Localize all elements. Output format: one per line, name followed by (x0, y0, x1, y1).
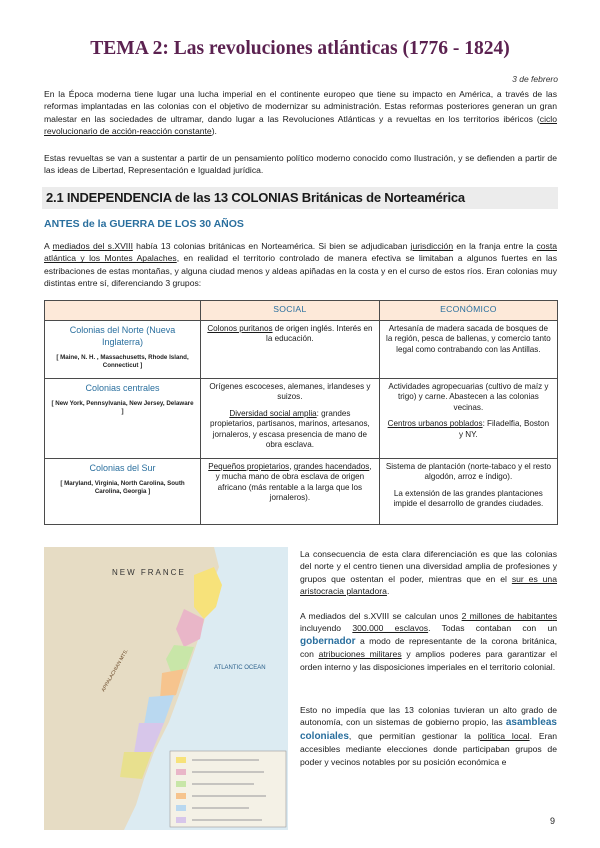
colony-name-cell (45, 379, 201, 459)
colony-name: Colonias centrales (85, 383, 160, 393)
map-label-new-france: NEW FRANCE (112, 568, 186, 577)
map-graphic (44, 547, 288, 830)
right-paragraph-1: La consecuencia de esta clara diferenciación es que las colonias del norte y el centro tienen una diversidad amplia de profesiones y grupos que ostentan el poder, mientras que en el sur es una aristocracia plantadora. (300, 549, 557, 597)
colony-states: [ New York, Pennsylvania, New Jersey, Delaware ] (51, 400, 194, 416)
table-header-economic: ECONÓMICO (379, 301, 557, 321)
economic-cell: Artesanía de madera sacada de bosques de la región, pesca de ballenas, y comercio tanto legal como contrabando con las Antillas. (379, 321, 557, 379)
economic-cell: Actividades agropecuarias (cultivo de maíz y trigo) y carne. Abastecen a las colonias vecinas. Centros urbanos poblados: Filadelfia, Boston y NY. (379, 379, 557, 459)
intro-paragraph-2: Estas revueltas se van a sustentar a partir de un pensamiento político moderno conocido como Ilustración, y se defienden a partir de las ideas de Libertad, Representación e Igualdad jurídica. (44, 153, 557, 176)
colonies-table (44, 300, 558, 525)
right-paragraph-3: Esto no impedía que las 13 colonias tuvieran un alto grado de autonomía, con un sistemas de gobierno propio, las asambleas coloniales, que permitían gestionar la política local. Eran accesibles mediante elecciones donde participaban grupos de poder y vecinos notables por su posición económica e (300, 705, 557, 767)
colony-name-cell (45, 321, 201, 379)
section-title: 2.1 INDEPENDENCIA de las 13 COLONIAS Británicas de Norteamérica (46, 190, 465, 205)
economic-cell: Sistema de plantación (norte-tabaco y el resto algodón, arroz e índigo). La extensión de las grandes plantaciones impide el desarrollo de grandes ciudades. (379, 459, 557, 525)
table-header-row (45, 301, 558, 321)
table-header-empty (45, 301, 201, 321)
right-paragraph-2: A mediados del s.XVIII se calculan unos 2 millones de habitantes incluyendo 300.000 esclavos. Todas contaban con un gobernador a modo de representante de la corona británica, con atribuciones militares y amplios poderes para garantizar el orden interno y las disposiciones imperiales en el territorio colonial. (300, 611, 558, 672)
table-row (45, 321, 558, 379)
social-cell: Orígenes escoceses, alemanes, irlandeses y suizos. Diversidad social amplia: grandes propietarios, partisanos, marinos, artesanos, jornaleros, y escasa presencia de mano de obra esclava. (201, 379, 380, 459)
table-header-social: SOCIAL (201, 301, 380, 321)
intro-paragraph-1: En la Época moderna tiene lugar una lucha imperial en el continente europeo que tiene su impacto en América, a través de las reformas implantadas en las colonias con el objetivo de modernizar su administración. Estas reformas posteriores generan un gran malestar en las sociedades de ultramar, dando lugar a las Revoluciones Atlánticas y a revueltas en los territorios ibéricos (ciclo revolucionario de acción-reacción constante). (44, 89, 557, 137)
paragraph-colonies: A mediados del s.XVIII había 13 colonias británicas en Norteamérica. Si bien se adjudicaban jurisdicción en la franja entre la costa atlántica y los Montes Apalaches, en realidad el territorio controlado de manera efectiva se limitaban a algunos fuertes en las estribaciones de estas montañas, y alguna ciudad menos y aldeas apiñadas en la costa y en el curso de estos ríos. Eran colonias muy distintas entre sí, diferenciando 3 grupos: (44, 241, 557, 289)
map-label-ocean: ATLANTIC OCEAN (214, 665, 266, 671)
colony-states: [ Maryland, Virginia, North Carolina, South Carolina, Georgia ] (60, 480, 185, 496)
colony-states: [ Maine, N. H. , Massachusetts, Rhode Island, Connecticut ] (56, 354, 189, 370)
colony-name-cell (45, 459, 201, 525)
table-row (45, 379, 558, 459)
colony-name: Colonias del Sur (89, 463, 156, 473)
page-number: 9 (550, 816, 556, 826)
page-title: TEMA 2: Las revoluciones atlánticas (1776 - 1824) (90, 38, 510, 59)
subheading: ANTES de la GUERRA DE LOS 30 AÑOS (44, 218, 244, 230)
colonies-map (44, 547, 288, 830)
date-label: 3 de febrero (512, 74, 558, 84)
map-label-mountains: APPALACHIAN MTS. (100, 648, 130, 693)
social-cell: Pequeños propietarios, grandes hacendados, y mucha mano de obra esclava de origen africano (más rentable a la larga que los jornaleros). (201, 459, 380, 525)
colony-name: Colonias del Norte (Nueva Inglaterra) (69, 325, 176, 347)
table-row (45, 459, 558, 525)
social-cell: Colonos puritanos de origen inglés. Interés en la educación. (201, 321, 380, 379)
